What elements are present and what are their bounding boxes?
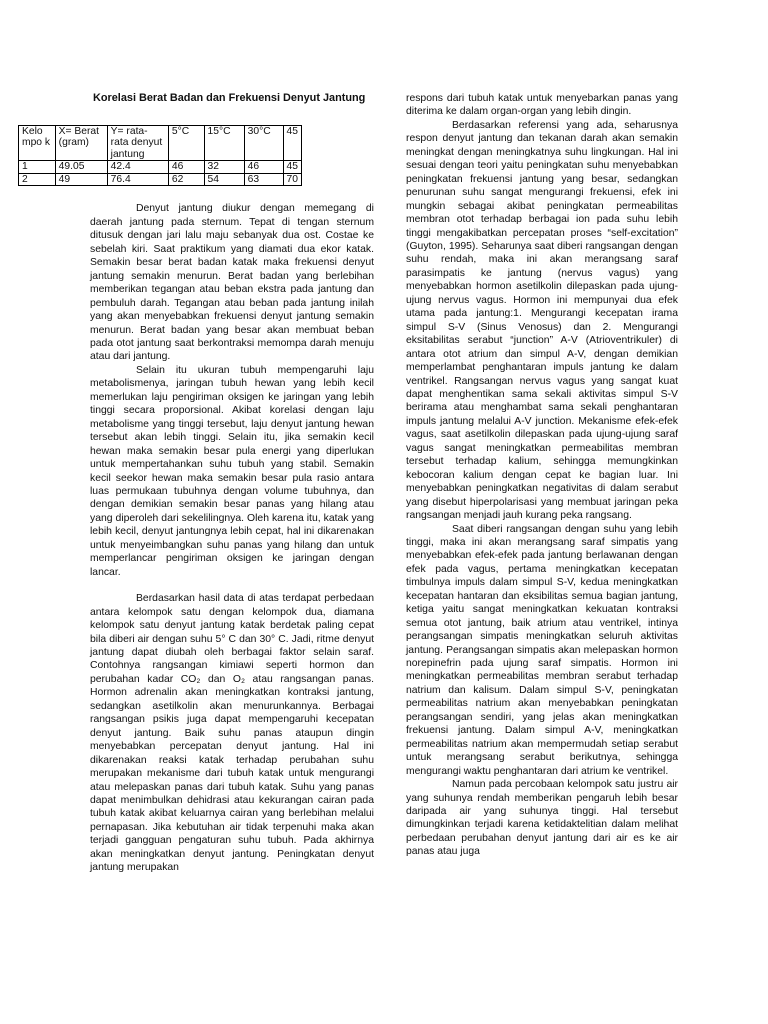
table-cell: 63	[244, 173, 283, 186]
table-cell: 49	[55, 173, 107, 186]
table-header-cell: 15°C	[204, 125, 244, 161]
table-header-cell: 5°C	[168, 125, 204, 161]
table-cell: 1	[19, 161, 56, 174]
body-paragraph: Denyut jantung diukur dengan memegang di daerah jantung pada sternum. Tepat di tengan sternum ditusuk dengan jari lalu maju sebanyak dua ost. Costae ke sebelah kiri. Saat praktikum yang diamati dua ekor katak. Semakin besar berat badan katak maka frekuensi denyut jantung semakin menurun. Berat badan yang berlebihan memberikan tegangan atau beban ekstra pada jantung dan pembuluh darah. Tegangan atau beban pada jantung inilah yang akan menyebabkan frekuensi denyut jantung semakin menurun. Berat badan yang besar akan membuat beban pada otot jantung saat berkontraksi memompa darah menuju atau dari jantung.	[90, 203, 374, 363]
body-paragraph: Berdasarkan hasil data di atas terdapat perbedaan antara kelompok satu dengan kelompok dua, diamana kelompok satu denyut jantung katak berdetak paling cepat bila diberi air dengan suhu 5° C dan 30° C. Jadi, ritme denyut jantung dapat diubah oleh berbagai faktor selain saraf. Contohnya rangsangan kimiawi seperti hormon dan perubahan kadar CO₂ dan O₂ atau rangsangan panas. Hormon adrenalin akan meningkatkan kontraksi jantung, sedangkan asetilkolin akan menurunkannya. Berbagai rangsangan psikis juga dapat mempengaruhi kecepatan denyut jantung. Baik suhu panas ataupun dingin menyebabkan percepatan denyut jantung. Hal ini dikarenakan reaksi katak terhadap perubahan suhu merupakan mekanisme dari tubuh katak untuk mengurangi atau melepaskan panas dari tubuh katak. Suhu yang panas dapat menimbulkan dehidrasi atau kekurangan cairan pada tubuh katak akibat keluarnya cairan yang berlebihan melalui pernapasan. Jika kebutuhan air tidak terpenuhi maka akan terjadi gangguan pengaturan suhu tubuh. Pada akhirnya akan meningkatkan denyut jantung. Peningkatan denyut jantung merupakan	[90, 593, 374, 874]
table-header-cell: 30°C	[244, 125, 283, 161]
table-cell: 70	[283, 173, 301, 186]
table-row	[19, 173, 302, 186]
table-cell: 62	[168, 173, 204, 186]
table-header-row	[19, 125, 302, 161]
table-row	[19, 161, 302, 174]
body-paragraph: respons dari tubuh katak untuk menyebarkan panas yang diterima ke dalam organ-organ yang lebih dingin.	[406, 93, 678, 118]
table-cell: 32	[204, 161, 244, 174]
right-column	[406, 92, 678, 859]
table-cell: 46	[244, 161, 283, 174]
table-cell: 2	[19, 173, 56, 186]
table-cell: 46	[168, 161, 204, 174]
table-header-cell: Kelo mpo k	[19, 125, 56, 161]
data-table	[18, 125, 302, 187]
body-paragraph: Selain itu ukuran tubuh mempengaruhi laju metabolismenya, jaringan tubuh hewan yang lebih kecil memerlukan laju pengiriman oksigen ke jaringan yang lebih tinggi secara proporsional. Akibat korelasi dengan laju metabolisme yang tinggi tersebut, laju denyut jantung hewan tersebut akan lebih tinggi. Selain itu, jika semakin kecil hewan maka semakin besar pula energi yang diperlukan untuk mempertahankan suhu tubuh yang stabil. Semakin kecil seekor hewan maka semakin besar pula rasio antara luas permukaan tubuhnya dengan volume tubuhnya, dan dengan demikian semakin besar panas yang hilang atau yang diperoleh dari sekelilingnya. Oleh karena itu, katak yang lebih kecil, denyut jantungnya lebih cepat, hal ini dikarenakan untuk menyeimbangkan suhu panas yang hilang dan untuk memperlancar pengiriman oksigen ke jaringan dengan lancar.	[90, 364, 374, 578]
table-cell: 42.4	[107, 161, 168, 174]
body-paragraph: Namun pada percobaan kelompok satu justru air yang suhunya rendah memberikan pengaruh lebih besar daripada air yang suhunya tinggi. Hal tersebut dimungkinkan terjadi karena ketidaktelitian dalam melihat perbedaan perubahan denyut jantung dari air es ke air panas atau juga	[406, 779, 678, 858]
table-cell: 76.4	[107, 173, 168, 186]
table-cell: 54	[204, 173, 244, 186]
table-cell: 45	[283, 161, 301, 174]
table-header-cell: X= Berat (gram)	[55, 125, 107, 161]
body-paragraph: Saat diberi rangsangan dengan suhu yang lebih tinggi, maka ini akan merangsang saraf simpatis yang menyebabkan efek-efek pada jantung berlawanan dengan efek pada vagus, pertama meningkatkan kecepatan timbulnya impuls dalam simpul S-V, kedua meningkatkan kecepatan hantaran dan eksibilitas semua bagian jantung, ketiga yaitu sangat meningkatkan kekuatan kontraksi semua otot jantung, baik atrium atau ventrikel, intinya perangsangan simpatis meningkatkan seluruh aktivitas jantung. Perangsangan simpatis akan melepaskan hormon norepinefrin pada ujung saraf simpatis. Hormon ini meningkatkan permeabilitas membran serabut terhadap natrium dan kalisum. Dalam simpul S-V, peningkatan permeabilitas natrium akan menyebabkan peningkatan perangsangan sendiri, yang jelas akan meningkatkan frekuensi jantung. Dalam simpul A-V, meningkatkan permeabilitas natrium akan mempermudah setiap serabut untuk merangsang serabut berikutnya, sehingga mengurangi waktu penghantaran dari atrium ke ventrikel.	[406, 523, 678, 777]
left-column	[22, 92, 374, 875]
body-paragraph: Berdasarkan referensi yang ada, seharusnya respon denyut jantung dan tekanan darah akan semakin meningkat dengan meningkatnya suhu lingkungan. Hal ini sesuai dengan teori yaitu peningkatan suhu menyebabkan peningkatan frekuensi jantung yang besar, sedangkan penurunan suhu sangat mengurangi frekuensi, efek ini mungkin sebagai akibat peningkatan permeabilitas membran otot terhadap berbagai ion pada suhu lebih tinggi mengakibatkan percepatan proses “self-excitation” (Guyton, 1995). Seharunya saat diberi rangsangan dengan suhu rendah, maka ini akan merangsang saraf parasimpatis ke jantung (nervus vagus) yang menyebabkan hormon asetilkolin dilepaskan pada ujung-ujung nervus vagus. Hormon ini mempunyai dua efek utama pada jantung:1. Mengurangi kecepatan irama simpul S-V (Sinus Venosus) dan 2. Mengurangi eksitabilitas serabut “junction” A-V (Atrioventrikuler) di antara otot atrium dan simpul A-V, dengan demikian memperlambat penghantaran impuls jantung ke dalam ventrikel. Rangsangan nervus vagus yang sangat kuat dapat menghentikan sama sekali aktivitas simpul S-V berirama atau menghambat sama sekali penghantaran impuls jantung melalui A-V junction. Mekanisme efek-efek vagus, saat asetilkolin dilepaskan pada ujung-ujung saraf vagus sangat meningkatkan permeabilitas membran tersebut terhadap kalium, sehingga memungkinkan kebocoran kalium dengan cepat ke bagian luar. Ini menyebabkan peningkatkan negativitas di dalam serabut yang disebut hiperpolarisasi yang membuat jaringan peka rangsangan menjadi jauh kurang peka rangsang.	[406, 119, 678, 522]
table-cell: 49.05	[55, 161, 107, 174]
table-header-cell: Y= rata-rata denyut jantung	[107, 125, 168, 161]
document-title: Korelasi Berat Badan dan Frekuensi Denyut Jantung	[93, 92, 366, 104]
table-header-cell: 45	[283, 125, 301, 161]
